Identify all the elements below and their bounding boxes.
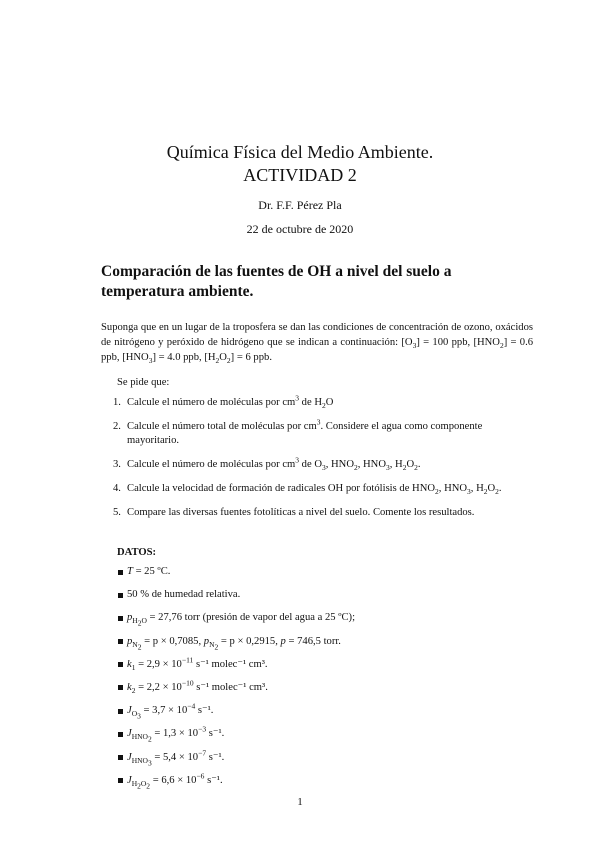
title-line-1: Química Física del Medio Ambiente. — [166, 142, 434, 162]
data-item-k2: $k_2 = 2,2 \times 10^{-10}$ s⁻¹ molec⁻¹ cm³. — [101, 681, 355, 704]
intro-text: Suponga que en un lugar de la troposfera se dan las condiciones de concentración de ozono, oxácidos de nitrógeno y peróxido de hidrógeno que se indican a continuación: — [101, 322, 533, 349]
task-item-1: 1. Calcule el número de moléculas por $cm^3$ de $H_2O$ — [113, 393, 334, 411]
data-item-j-o3: $J_{O_3} = 3,7 \times 10^{-4}$ s⁻¹. — [101, 704, 355, 727]
data-item-temperature: T = 25 ºC. — [101, 565, 355, 588]
data-heading: DATOS: — [117, 547, 157, 558]
task-item-2: 2. Calcule el número total de moléculas por $cm^3$. Considere el agua como componente mayoritario. — [113, 417, 483, 446]
title-line-2: ACTIVIDAD 2 — [243, 165, 357, 185]
hno2-concentration: = 0.6 ppb, — [101, 337, 534, 364]
section-heading: Comparación de las fuentes de OH a nivel del suelo a temperatura ambiente. — [101, 263, 452, 300]
document-title — [0, 141, 600, 187]
tasks-intro: Se pide que: — [117, 377, 170, 388]
task-item-3: 3. Calcule el número de moléculas por $cm^3$ de $O_3$, $HNO_2$, $HNO_3$, $H_2O_2$. — [113, 455, 421, 473]
data-item-partial-pressures: $p_{N_2} = p \times 0,7085$, $p_{N_2} = p \times 0,2915$, p = 746,5 torr. — [101, 635, 355, 658]
hno3-concentration: = 4.0 ppb, — [158, 352, 202, 364]
task-item-5: 5. Compare las diversas fuentes fotolíticas a nivel del suelo. Comente los resultados. — [113, 507, 475, 518]
page-number: 1 — [297, 796, 303, 808]
o3-concentration: = 100 ppb, — [423, 337, 471, 349]
data-item-j-h2o2: $J_{H_2O_2} = 6,6 \times 10^{-6}$ s⁻¹. — [101, 774, 355, 797]
data-item-j-hno3: $J_{HNO_3} = 5,4 \times 10^{-7}$ s⁻¹. — [101, 751, 355, 774]
data-item-j-hno2: $J_{HNO_2} = 1,3 \times 10^{-3}$ s⁻¹. — [101, 727, 355, 750]
data-item-k1: $k_1 = 2,9 \times 10^{-11}$ s⁻¹ molec⁻¹ cm³. — [101, 658, 355, 681]
h2o2-concentration: = 6 ppb. — [236, 352, 272, 364]
data-item-humidity: 50 % de humedad relativa. — [101, 588, 355, 611]
date: 22 de octubre de 2020 — [246, 222, 354, 236]
data-list — [101, 565, 355, 797]
intro-paragraph: Suponga que en un lugar de la troposfera se dan las condiciones de concentración de ozono, oxácidos de nitrógeno y peróxido de hidrógeno que se indican a continuación: $[O_3] = 100$ ppb, $[HNO_2] = 0.6$ ppb, $[HNO_3] = 4.0$ ppb, $[H_2O_2] = 6$ ppb. — [101, 322, 534, 366]
data-item-water-pressure: $p_{H_2O} = 27,76$ torr (presión de vapor del agua a 25 ºC); — [101, 611, 355, 634]
author: Dr. F.F. Pérez Pla — [258, 198, 342, 212]
task-item-4: 4. Calcule la velocidad de formación de radicales OH por fotólisis de $HNO_2$, $HNO_3$, $H_2O_2$. — [113, 483, 502, 497]
task-list — [101, 393, 521, 530]
